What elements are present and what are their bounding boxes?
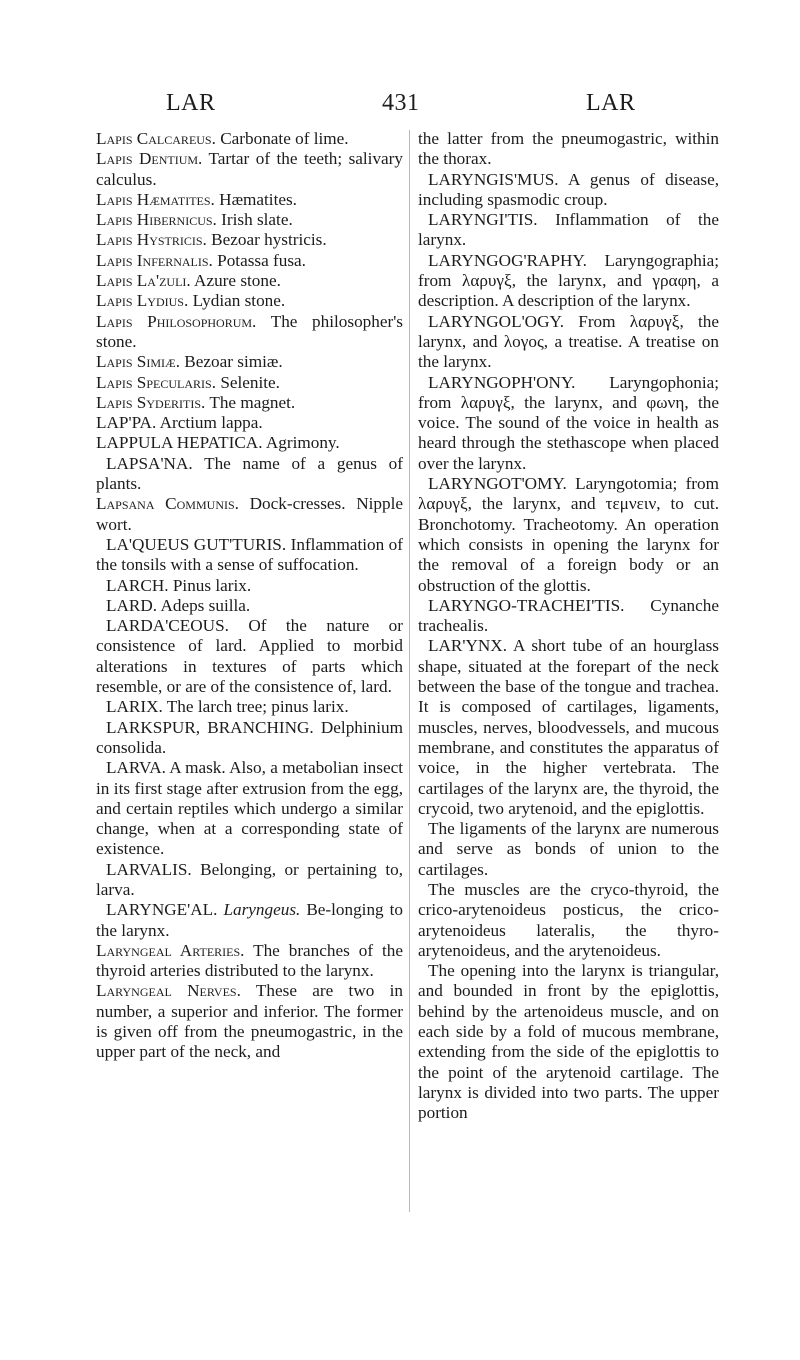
left-column — [96, 129, 403, 1063]
entry-headword: LARYNGOPH'ONY. — [428, 372, 576, 392]
dictionary-entry — [418, 129, 719, 170]
page-number: 431 — [382, 90, 420, 116]
entry-definition: Adeps suilla. — [157, 595, 251, 615]
entry-definition: Tartar of the teeth; salivary calculus. — [96, 149, 403, 189]
entry-headword: Lapis Philosophorum. — [96, 311, 257, 331]
entry-definition: From λαρυγξ, the larynx, and λογος, a treatise. A treatise on the larynx. — [418, 311, 719, 372]
dictionary-entry — [418, 210, 719, 251]
entry-definition: Belonging, or pertaining to, larva. — [96, 859, 403, 899]
dictionary-entry — [418, 251, 719, 312]
dictionary-entry — [96, 291, 403, 311]
entry-latin-term: Laryngeus. — [223, 900, 301, 920]
entry-headword: LARYNGIS'MUS. — [428, 169, 559, 189]
entry-headword: Lapis Hystricis. — [96, 230, 207, 250]
entry-headword: Lapis Specularis. — [96, 372, 217, 392]
dictionary-entry — [96, 981, 403, 1062]
dictionary-entry — [418, 961, 719, 1123]
entry-headword: LARYNGOL'OGY. — [428, 311, 564, 331]
entry-definition: The larch tree; pinus larix. — [162, 697, 349, 717]
entry-headword: LAPSA'NA. — [106, 453, 193, 473]
entry-definition: Cynanche trachealis. — [418, 595, 719, 636]
dictionary-entry — [418, 880, 719, 961]
entry-definition: Irish slate. — [216, 210, 293, 230]
entry-headword: LARVALIS. — [106, 859, 192, 879]
entry-definition: Agrimony. — [262, 433, 340, 453]
entry-definition: Hæmatites. — [214, 189, 297, 209]
dictionary-entry — [96, 230, 403, 250]
dictionary-entry — [96, 576, 403, 596]
dictionary-entry — [96, 596, 403, 616]
entry-definition: Delphinium consolida. — [96, 717, 403, 757]
entry-definition: These are two in number, a superior and inferior. The former is given off from the pneumogastric, in the upper part of the neck, and — [96, 981, 404, 1062]
entry-headword: LAP'PA. — [96, 413, 157, 433]
header-left: LAR — [166, 90, 216, 116]
entry-definition: Lydian stone. — [188, 291, 286, 311]
dictionary-entry — [418, 170, 719, 211]
entry-headword: LA'QUEUS GUT'TURIS. — [106, 534, 287, 554]
entry-definition: Potassa fusa. — [212, 250, 306, 270]
entry-definition: Arctium lappa. — [156, 413, 263, 433]
dictionary-entry — [418, 819, 719, 880]
dictionary-entry — [96, 271, 403, 291]
dictionary-entry — [96, 900, 403, 941]
dictionary-entry — [96, 149, 403, 190]
dictionary-entry — [96, 210, 403, 230]
entry-definition: The name of a genus of plants. — [96, 453, 403, 494]
entry-headword: LARDA'CEOUS. — [106, 616, 229, 636]
entry-headword: Lapsana Communis. — [96, 494, 239, 514]
running-header — [0, 90, 800, 122]
entry-definition: Be-longing to the larynx. — [96, 900, 403, 940]
dictionary-entry — [96, 312, 403, 353]
entry-text: The opening into the larynx is triangular, and bounded in front by the epiglottis, behind by the artenoideus muscle, and on each side by a fold of mucous membrane, extending from the side of the epiglottis to the point of the arytenoid cartilage. The larynx is divided into two parts. The upper portion — [418, 961, 719, 1123]
entry-headword: Lapis Infernalis. — [96, 250, 213, 270]
dictionary-entry — [96, 454, 403, 495]
dictionary-entry — [96, 758, 403, 859]
entry-definition: Dock-cresses. Nipple wort. — [96, 494, 403, 534]
entry-definition: Of the nature or consistence of lard. Applied to morbid alterations in textures of parts which resemble, or are of the consistence of, lard. — [96, 616, 403, 697]
entry-headword: Lapis Lydius. — [96, 291, 189, 311]
entry-text: the latter from the pneumogastric, within the thorax. — [418, 129, 719, 169]
dictionary-entry — [96, 393, 403, 413]
dictionary-entry — [96, 697, 403, 717]
dictionary-entry — [96, 251, 403, 271]
entry-definition: Laryngophonia; from λαρυγξ, the larynx, and φωνη, the voice. The sound of the voice in health as heard through the stethascope when placed over the larynx. — [418, 372, 719, 473]
entry-headword: LARYNGO-TRACHEI'TIS. — [428, 595, 625, 615]
dictionary-entry — [96, 190, 403, 210]
dictionary-entry — [418, 636, 719, 819]
entry-headword: LARIX. — [106, 697, 163, 717]
entry-headword: Lapis Dentium. — [96, 149, 203, 169]
column-divider — [409, 130, 410, 1212]
entry-definition: Carbonate of lime. — [215, 129, 349, 148]
entry-text: The muscles are the cryco-thyroid, the crico-arytenoideus posticus, the crico-arytenoideus lateralis, the thyro-arytenoideus, and the arytenoideus. — [418, 879, 719, 960]
dictionary-entry — [96, 433, 403, 453]
entry-headword: Laryngeal Nerves. — [96, 981, 241, 1001]
dictionary-entry — [96, 718, 403, 759]
entry-headword: LARD. — [106, 595, 158, 615]
entry-headword: LARYNGE'AL. — [106, 900, 218, 920]
dictionary-entry — [96, 941, 403, 982]
dictionary-entry — [96, 494, 403, 535]
entry-definition: Inflammation of the larynx. — [418, 210, 719, 250]
entry-definition: The magnet. — [205, 392, 296, 412]
entry-definition: A genus of disease, including spasmodic croup. — [418, 169, 719, 209]
entry-definition: Azure stone. — [190, 271, 281, 291]
entry-definition: Bezoar simiæ. — [180, 352, 283, 372]
dictionary-entry — [96, 535, 403, 576]
entry-definition: Laryngographia; from λαρυγξ, the larynx, and γραφη, a description. A description of the larynx. — [418, 250, 719, 311]
entry-headword: LAPPULA HEPATICA. — [96, 433, 263, 453]
entry-definition: Laryngotomia; from λαρυγξ, the larynx, and τεμνειν, to cut. Bronchotomy. Tracheotomy. An operation which consists in opening the larynx for the removal of a foreign body or an obstruction of the glottis. — [418, 474, 719, 595]
dictionary-entry — [418, 312, 719, 373]
dictionary-entry — [418, 596, 719, 637]
dictionary-entry — [96, 860, 403, 901]
entry-headword: LARYNGOG'RAPHY. — [428, 250, 587, 270]
entry-definition: Bezoar hystricis. — [206, 230, 327, 250]
right-column — [418, 129, 719, 1124]
entry-definition: Pinus larix. — [168, 575, 252, 595]
dictionary-entry — [96, 413, 403, 433]
dictionary-entry — [418, 474, 719, 596]
entry-definition: A short tube of an hourglass shape, situated at the forepart of the neck between the base of the tongue and trachea. It is composed of cartilages, ligaments, muscles, nerves, bloodvessels, and mucous membrane, and constitutes the apparatus of voice, in the higher vertebrata. The cartilages of the larynx are, the thyroid, the crycoid, two arytenoid, and the epiglottis. — [418, 636, 719, 818]
dictionary-entry — [96, 373, 403, 393]
entry-headword: Lapis Hibernicus. — [96, 210, 217, 230]
header-right: LAR — [586, 90, 636, 116]
dictionary-entry — [96, 129, 403, 149]
entry-headword: LARCH. — [106, 575, 169, 595]
dictionary-entry — [418, 373, 719, 474]
entry-headword: LARYNGOT'OMY. — [428, 474, 567, 494]
entry-headword: Laryngeal Arteries. — [96, 940, 245, 960]
entry-definition: The philosopher's stone. — [96, 311, 403, 351]
entry-headword: Lapis Hæmatites. — [96, 189, 215, 209]
entry-headword: Lapis Calcareus. — [96, 129, 216, 148]
dictionary-entry — [96, 352, 403, 372]
entry-headword: LARVA. — [106, 758, 166, 778]
dictionary-entry — [96, 616, 403, 697]
entry-definition: A mask. Also, a metabolian insect in its first stage after extrusion from the egg, and certain reptiles which undergo a similar change, when at a corresponding state of existence. — [96, 758, 403, 859]
entry-headword: Lapis Syderitis. — [96, 392, 206, 412]
entry-definition: Selenite. — [216, 372, 280, 392]
entry-headword: LAR'YNX. — [428, 636, 508, 656]
entry-headword: LARKSPUR, BRANCHING. — [106, 717, 314, 737]
entry-headword: LARYNGI'TIS. — [428, 210, 538, 230]
entry-definition: The branches of the thyroid arteries distributed to the larynx. — [96, 940, 403, 981]
entry-headword: Lapis La'zuli. — [96, 271, 191, 291]
entry-headword: Lapis Simiæ. — [96, 352, 180, 372]
entry-definition: Inflammation of the tonsils with a sense of suffocation. — [96, 534, 403, 575]
entry-text: The ligaments of the larynx are numerous and serve as bonds of union to the cartilages. — [418, 819, 719, 879]
